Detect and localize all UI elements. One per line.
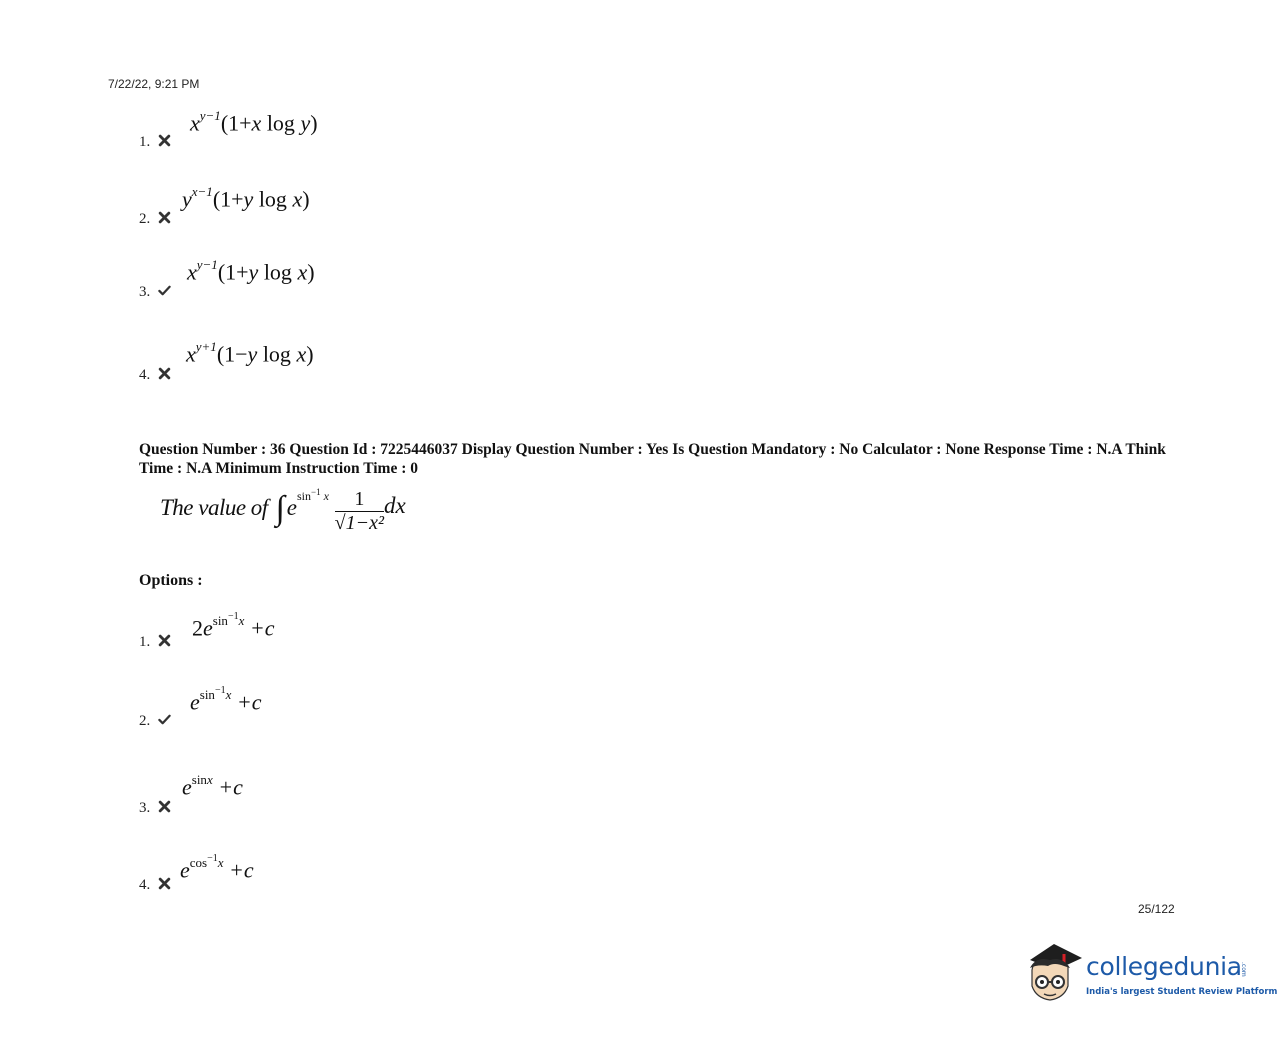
integral-sign: ∫ bbox=[275, 490, 285, 527]
option-2 bbox=[139, 712, 171, 730]
collegedunia-mascot-logo bbox=[1024, 940, 1084, 1006]
option-3 bbox=[139, 799, 171, 817]
option-1 bbox=[139, 633, 171, 651]
cross-icon bbox=[158, 800, 171, 813]
checkmark-icon bbox=[158, 713, 171, 726]
prev-option-4-expression: $x^{y+1}(1-y$ log x) bbox=[186, 339, 314, 367]
cross-icon bbox=[158, 634, 171, 647]
option-4-expression: $e^{cos^{-1}x} +c$ bbox=[180, 853, 254, 883]
prev-option-2 bbox=[139, 210, 171, 228]
cross-icon bbox=[158, 367, 171, 380]
option-number: 2. bbox=[139, 713, 151, 729]
option-1-expression: $2e^{sin^{-1}x} +c$ bbox=[192, 611, 275, 641]
cross-icon bbox=[158, 211, 171, 224]
page-number: 25/122 bbox=[1138, 902, 1175, 916]
print-timestamp: 7/22/22, 9:21 PM bbox=[108, 77, 200, 91]
question-text: The value of bbox=[160, 495, 268, 520]
prev-option-3 bbox=[139, 283, 171, 301]
option-number: 3. bbox=[139, 284, 151, 300]
option-number: 1. bbox=[139, 634, 151, 650]
option-number: 4. bbox=[139, 877, 151, 893]
prev-option-1-expression: $x^{y-1}(1+x$ log y) bbox=[190, 108, 318, 136]
cross-icon bbox=[158, 134, 171, 147]
logo-tagline: India's largest Student Review Platform bbox=[1086, 987, 1278, 997]
option-2-expression: $e^{sin^{-1}x} +c$ bbox=[190, 685, 262, 715]
option-3-expression: $e^{sinx} +c$ bbox=[182, 772, 243, 800]
option-number: 3. bbox=[139, 800, 151, 816]
option-number: 2. bbox=[139, 211, 151, 227]
question-stem: The value of $\int e^{sin^{-1} x}$ $\frac{1}{\text{√1−x²}}$ dx bbox=[160, 487, 406, 535]
option-number: 1. bbox=[139, 134, 151, 150]
option-number: 4. bbox=[139, 367, 151, 383]
cross-icon bbox=[158, 877, 171, 890]
prev-option-2-expression: $y^{x-1}(1+y$ log x) bbox=[182, 184, 310, 212]
options-label: Options : bbox=[139, 572, 203, 589]
fraction: $\frac{1}{\text{√1−x²}}$ bbox=[334, 488, 385, 535]
option-4 bbox=[139, 876, 171, 894]
logo-wordmark: collegedunia bbox=[1086, 952, 1242, 981]
question-meta: Question Number : 36 Question Id : 7225446037 Display Question Number : Yes Is Question Mandatory : No Calculator : None Response Time : N.A Think Time : N.A Minimum Instruction Time : 0 bbox=[139, 441, 1166, 477]
prev-option-1 bbox=[139, 133, 171, 151]
logo-suffix: .com bbox=[1240, 962, 1247, 977]
prev-option-4 bbox=[139, 366, 171, 384]
checkmark-icon bbox=[158, 284, 171, 297]
prev-option-3-expression: $x^{y-1}(1+y$ log x) bbox=[187, 257, 315, 285]
